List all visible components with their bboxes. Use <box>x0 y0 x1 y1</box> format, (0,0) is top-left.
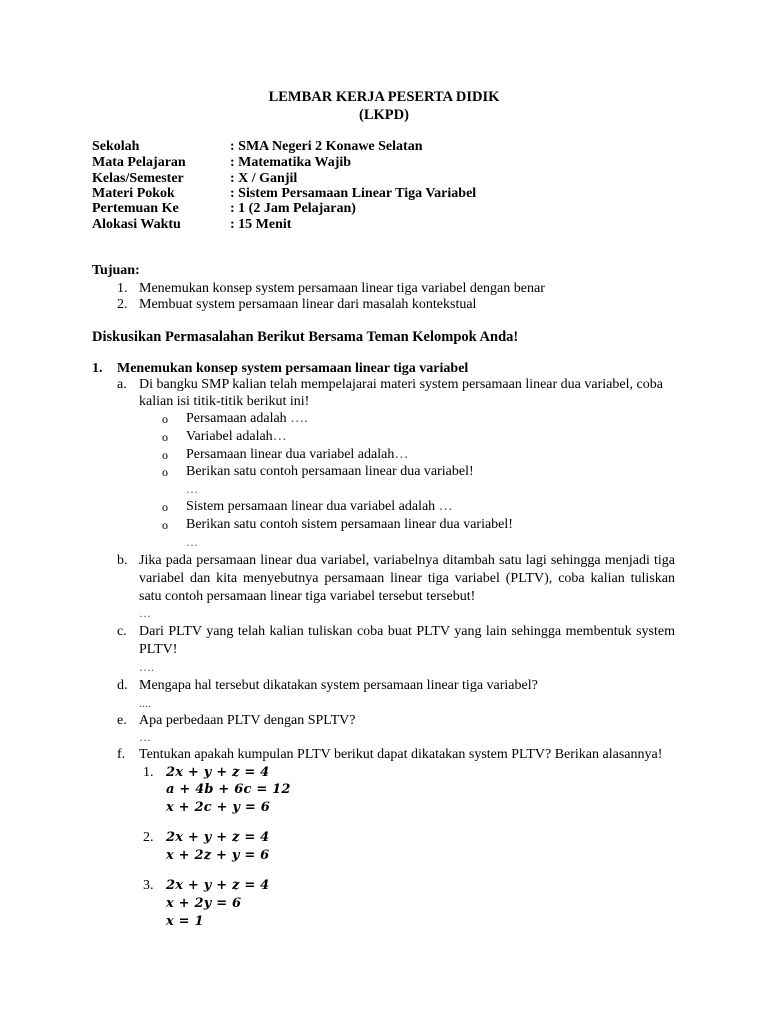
equation: x + 2c + y = 6 <box>166 800 270 815</box>
info-label-kelas: Kelas/Semester <box>92 171 184 186</box>
item-letter-e: e. <box>117 713 127 728</box>
system-number: 3. <box>143 878 154 893</box>
item-letter-d: d. <box>117 678 128 693</box>
equation: 2x + y + z = 4 <box>166 830 270 845</box>
answer-dots: … <box>139 606 151 620</box>
system-number: 1. <box>143 765 154 780</box>
item-letter-a: a. <box>117 377 127 392</box>
item-f-text: Tentukan apakah kumpulan PLTV berikut dapat dikatakan system PLTV? Berikan alasannya! <box>139 747 663 762</box>
info-value-kelas: : X / Ganjil <box>230 171 298 186</box>
item-a-line2: kalian isi titik-titik berikut ini! <box>139 394 310 409</box>
tujuan-item-number: 2. <box>117 297 128 312</box>
info-label-pertemuan: Pertemuan Ke <box>92 201 179 216</box>
item-d-text: Mengapa hal tersebut dikatakan system persamaan linear tiga variabel? <box>139 678 538 693</box>
bullet-icon: o <box>162 518 168 532</box>
item-letter-b: b. <box>117 553 128 568</box>
item-letter-c: c. <box>117 624 127 639</box>
bullet-item: Variabel adalah… <box>186 429 287 444</box>
bullet-icon: o <box>162 465 168 479</box>
answer-dots: … <box>186 482 198 496</box>
item-e-text: Apa perbedaan PLTV dengan SPLTV? <box>139 713 356 728</box>
info-value-sekolah: : SMA Negeri 2 Konawe Selatan <box>230 139 423 154</box>
section-heading: Menemukan konsep system persamaan linear tiga variabel <box>117 361 469 376</box>
info-label-alokasi: Alokasi Waktu <box>92 217 181 232</box>
equation: x + 2y = 6 <box>166 896 242 911</box>
item-a-line1: Di bangku SMP kalian telah mempelajarai materi system persamaan linear dua variabel, coba <box>139 377 663 392</box>
item-b-line2: variabel dan kita menyebutnya persamaan linear tiga variabel (PLTV), coba kalian tuliskan <box>139 571 675 586</box>
section-number: 1. <box>92 361 103 376</box>
bullet-icon: o <box>162 500 168 514</box>
equation: 2x + y + z = 4 <box>166 765 270 780</box>
info-value-pertemuan: : 1 (2 Jam Pelajaran) <box>230 201 356 216</box>
bullet-icon: o <box>162 412 168 426</box>
tujuan-item: Membuat system persamaan linear dari masalah kontekstual <box>139 297 477 312</box>
item-c-line1: Dari PLTV yang telah kalian tuliskan coba buat PLTV yang lain sehingga membentuk system <box>139 624 675 639</box>
item-b-line1: Jika pada persamaan linear dua variabel, variabelnya ditambah satu lagi sehingga menjadi tiga <box>139 553 675 568</box>
info-label-sekolah: Sekolah <box>92 139 140 154</box>
diskusi-heading: Diskusikan Permasalahan Berikut Bersama Teman Kelompok Anda! <box>92 329 519 345</box>
answer-dots: .... <box>139 696 151 710</box>
info-value-materi: : Sistem Persamaan Linear Tiga Variabel <box>230 186 477 201</box>
page-title: LEMBAR KERJA PESERTA DIDIK <box>268 89 500 105</box>
equation: x + 2z + y = 6 <box>166 848 270 863</box>
item-c-line2: PLTV! <box>139 642 178 657</box>
page-subtitle: (LKPD) <box>359 107 409 123</box>
bullet-item: Berikan satu contoh sistem persamaan linear dua variabel! <box>186 517 513 532</box>
info-label-mapel: Mata Pelajaran <box>92 155 186 170</box>
bullet-icon: o <box>162 430 168 444</box>
tujuan-item: Menemukan konsep system persamaan linear tiga variabel dengan benar <box>139 281 545 296</box>
item-b-line3: satu contoh persamaan linear tiga variabel tersebut tersebut! <box>139 589 476 604</box>
answer-dots: … <box>186 535 198 549</box>
answer-dots: …. <box>139 660 154 674</box>
tujuan-heading: Tujuan: <box>92 263 140 278</box>
bullet-icon: o <box>162 448 168 462</box>
equation: a + 4b + 6c = 12 <box>166 782 291 797</box>
equation: x = 1 <box>166 914 204 929</box>
bullet-item: Sistem persamaan linear dua variabel adalah … <box>186 499 453 514</box>
tujuan-item-number: 1. <box>117 281 128 296</box>
item-letter-f: f. <box>117 747 126 762</box>
answer-dots: … <box>139 730 151 744</box>
bullet-item: Berikan satu contoh persamaan linear dua variabel! <box>186 464 474 479</box>
info-label-materi: Materi Pokok <box>92 186 175 201</box>
info-value-mapel: : Matematika Wajib <box>230 155 352 170</box>
system-number: 2. <box>143 830 154 845</box>
bullet-item: Persamaan adalah …. <box>186 411 308 426</box>
equation: 2x + y + z = 4 <box>166 878 270 893</box>
info-value-alokasi: : 15 Menit <box>230 217 292 232</box>
bullet-item: Persamaan linear dua variabel adalah… <box>186 447 409 462</box>
